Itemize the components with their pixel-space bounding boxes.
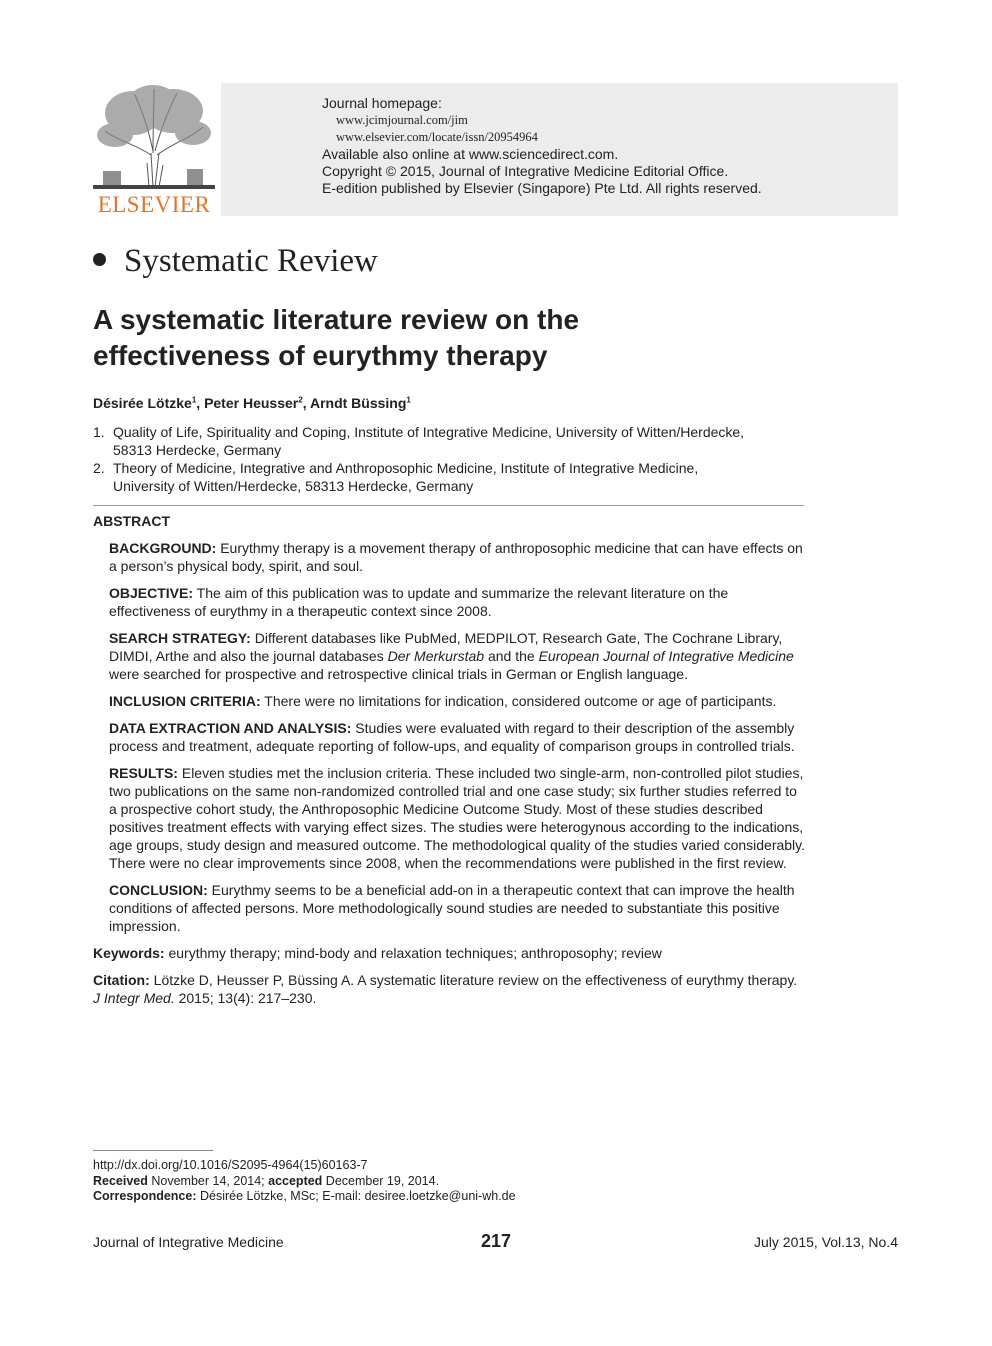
abstract-heading: ABSTRACT [93,513,170,529]
homepage-label: Journal homepage: [322,95,442,111]
author-separator: , [302,395,310,411]
keywords-label: Keywords: [93,945,165,961]
doi-link[interactable]: http://dx.doi.org/10.1016/S2095-4964(15)60163-7 [93,1158,368,1172]
affiliation-number: 1. [93,424,105,440]
homepage-url-1[interactable]: www.jcimjournal.com/jim [336,113,468,127]
citation-journal: J Integr Med. [93,990,175,1006]
journal-name: European Journal of Integrative Medicine [538,648,794,664]
homepage-url-2[interactable]: www.elsevier.com/locate/issn/20954964 [336,130,538,144]
correspondence-line [93,1189,516,1205]
affiliation-text [113,459,698,495]
author-name: Peter Heusser [204,395,299,411]
author-affil-mark: 1 [406,395,411,405]
author-affil-mark: 2 [298,395,303,405]
accepted-label: accepted [268,1173,323,1188]
keywords [93,944,805,962]
correspondence-text: Désirée Lötzke, MSc; E-mail: desiree.loetzke@uni-wh.de [196,1189,516,1203]
section-label: Systematic Review [124,243,378,279]
citation-label: Citation: [93,972,150,988]
citation [93,971,805,1007]
para-text: Different databases like PubMed, MEDPILOT, Research Gate, The Cochrane Library, DIMDI, Arthe and also the journal databases [109,630,783,664]
affiliation-number: 2. [93,460,105,476]
abstract [93,512,805,1016]
para-text: Eleven studies met the inclusion criteria. These included two single-arm, non-controlled pilot studies, two publications on the same non-randomized controlled trial and one case study; six further studies referred to a prospective cohort study, the Anthroposophic Medicine Outcome Study. Most of these studies described positives treatment effects with varying effect sizes. The studies were heterogynous according to the indications, age groups, study design and measured outcome. The methodological quality of the studies varied considerably. There were no clear improvements since 2008, when the recommendations were published in the first review. [109,765,806,871]
para-text: Eurythmy therapy is a movement therapy of anthroposophic medicine that can have effects on a person’s physical body, spirit, and soul. [109,540,803,574]
citation-text: Lötzke D, Heusser P, Büssing A. A systematic literature review on the effectiveness of eurythmy therapy. [149,972,798,988]
para-label: OBJECTIVE: [109,585,194,601]
article-title [93,302,713,374]
elsevier-wordmark: ELSEVIER [97,192,211,217]
abstract-objective [109,584,805,620]
affiliation-line: University of Witten/Herdecke, 58313 Herdecke, Germany [113,478,474,494]
dates-line [93,1174,516,1190]
title-line-2: effectiveness of eurythmy therapy [93,340,548,371]
para-label: SEARCH STRATEGY: [109,630,251,646]
affiliation-text [113,423,744,459]
author-name: Arndt Büssing [309,395,407,411]
para-text: The aim of this publication was to update and summarize the relevant literature on the effectiveness of eurythmy in a therapeutic context since 2008. [109,585,729,619]
received-label: Received [93,1173,148,1188]
author-name: Désirée Lötzke [93,395,192,411]
divider [93,505,804,506]
affiliation-line: Theory of Medicine, Integrative and Anthroposophic Medicine, Institute of Integrative Medicine, [113,460,699,476]
affiliation-line: 58313 Herdecke, Germany [113,442,282,458]
para-text: Studies were evaluated with regard to their description of the assembly process and treatment, adequate reporting of follow-ups, and equality of comparison groups in controlled trials. [109,720,795,754]
affiliation-item [93,459,813,495]
availability-line: Available also online at www.sciencedirect.com. [322,146,619,162]
para-text: and the [484,648,539,664]
footer-issue: July 2015, Vol.13, No.4 [754,1234,898,1250]
para-label: BACKGROUND: [109,540,217,556]
journal-name: Der Merkurstab [387,648,485,664]
abstract-background [109,539,805,575]
abstract-conclusion [109,881,805,935]
footer-journal: Journal of Integrative Medicine [93,1234,284,1250]
abstract-results [109,764,805,872]
affiliation-list [93,423,813,495]
publisher-line: E-edition published by Elsevier (Singapore) Pte Ltd. All rights reserved. [322,180,762,196]
footnotes [93,1158,516,1205]
keywords-text: eurythmy therapy; mind-body and relaxation techniques; anthroposophy; review [164,945,662,961]
para-text: Eurythmy seems to be a beneficial add-on in a therapeutic context that can improve the health conditions of affected persons. More methodologically sound studies are needed to substantiate this positive impression. [109,882,795,934]
abstract-extraction [109,719,805,755]
accepted-date: December 19, 2014. [322,1173,440,1188]
para-label: DATA EXTRACTION AND ANALYSIS: [109,720,352,736]
citation-text: 2015; 13(4): 217–230. [174,990,317,1006]
title-line-1: A systematic literature review on the [93,304,580,335]
affiliation-item [93,423,813,459]
journal-info [322,95,762,197]
author-list [93,395,411,411]
para-label: INCLUSION CRITERIA: [109,693,261,709]
author-separator: , [196,395,205,411]
bullet-icon [93,253,106,266]
copyright-line: Copyright © 2015, Journal of Integrative Medicine Editorial Office. [322,163,729,179]
affiliation-line: Quality of Life, Spirituality and Coping, Institute of Integrative Medicine, University of Witten/Herdecke, [113,424,745,440]
correspondence-label: Correspondence: [93,1189,197,1203]
author-affil-mark: 1 [191,395,197,405]
tree-icon [93,83,215,191]
abstract-inclusion [109,692,805,710]
received-date: November 14, 2014; [147,1173,269,1188]
footnote-divider [93,1150,213,1151]
page-number: 217 [481,1231,512,1251]
para-label: CONCLUSION: [109,882,208,898]
section-heading [93,243,378,280]
para-label: RESULTS: [109,765,178,781]
abstract-search-strategy [109,629,805,683]
para-text: There were no limitations for indication, considered outcome or age of participants. [260,693,777,709]
para-text: were searched for prospective and retrospective clinical trials in German or English language. [109,666,688,682]
